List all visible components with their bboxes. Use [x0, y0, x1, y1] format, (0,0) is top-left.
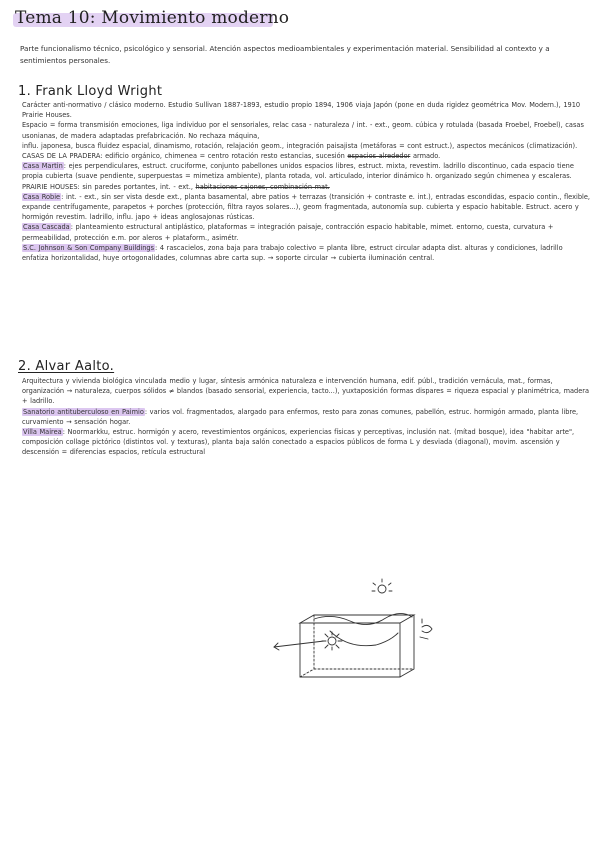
item-text: : varios vol. fragmentados, alargado para enfermos, resto para zonas comunes, pabellón, estruc. hormigón armado, planta libre, curvamiento → sensación hogar.	[22, 407, 579, 426]
list-item-paimio	[22, 407, 590, 427]
item-label: PRAIRIE HOUSES	[22, 182, 78, 191]
section-body-wright	[22, 100, 590, 263]
section-heading-text: 2. Alvar Aalto.	[18, 359, 115, 374]
item-label: Sanatorio antituberculoso en Paimio	[23, 407, 144, 416]
item-label: CASAS DE LA PRADERA	[22, 152, 101, 161]
item-text: : planteamiento estructural antiplástico, plataformas = integración paisaje, contracción espacio habitable, mimet. entorno, cuesta, curvatura + permeabilidad, protección e.m. por aleros + plataform., asimétr.	[22, 223, 554, 242]
item-text: : 4 rascacielos, zona baja para trabajo colectivo = planta libre, estruct circular adapta dist. alturas y condiciones, ladrillo enfatiza horizontalidad, huye ortogonalidades, columnas abre carta sup. → soporte circular → cubierta iluminación central.	[22, 243, 563, 263]
item-label: Casa Martin	[23, 162, 63, 171]
body-line: influ. japonesa, busca fluidez espacial, dinamismo, rotación, relajación geom., integración paisajista (metáforas = cont estruct.), aspectos mecánicos (climatización).	[22, 141, 578, 150]
body-line: Espacio = forma transmisión emociones, liga individuo por el sensoriales, relac casa - naturaleza / int. - ext., geom. cúbica y rotulada (basada Froebel, Froebel), casas usonianas, de madera adaptadas prefabricación. No rechaza máquina,	[22, 121, 584, 140]
section-heading-aalto	[18, 359, 114, 374]
item-label: Casa Robie	[23, 192, 61, 201]
item-strike: habitaciones cajones, combinación mat.	[195, 182, 330, 191]
body-line: Arquitectura y vivienda biológica vinculada medio y lugar, síntesis armónica naturaleza e intervención humana, edif. públ., tradición vernácula, mat., formas, organización → naturaleza, cuerpos sólidos ≠ blandos (basado sensorial, experiencia, tacto...), yuxtaposición formas dispares = riqueza espacial y planimétrica, madera + ladrillo.	[22, 377, 590, 406]
list-item-prairie-houses	[22, 182, 590, 192]
item-strike: espacios alrededor	[347, 152, 411, 161]
intro-paragraph: Parte funcionalismo técnico, psicológico y sensorial. Atención aspectos medioambientales y experimentación material. Sensibilidad al contexto y a sentimientos personales.	[20, 44, 550, 65]
item-text: : sin paredes portantes, int. - ext.,	[77, 182, 196, 191]
section-heading-wright	[18, 84, 162, 99]
list-item-casa-robie	[22, 192, 590, 223]
box-top	[300, 615, 414, 623]
item-text: : edificio orgánico, chimenea = centro rotación resto estancias, sucesión	[100, 152, 348, 161]
list-item-casa-martin	[22, 161, 590, 181]
page-title: Tema 10: Movimiento moderno	[15, 8, 290, 28]
item-label: Casa Cascada	[23, 223, 70, 232]
room-sketch-illustration	[272, 575, 447, 685]
item-label: Villa Mairea	[23, 428, 62, 437]
item-text: : ejes perpendiculares, estruct. cruciforme, conjunto pabellones unidos espacios libres, estruct. mixta, revestim. ladrillo discontinuo, cada espacio tiene propia cubierta (suave pendiente, superpuestas = mimetiza ambiente), planta rotada, vol. articulado, interior dinámico h. organizado según chimenea y escaleras.	[22, 162, 574, 181]
section-body-aalto	[22, 376, 590, 458]
body-line: Carácter anti-normativo / clásico moderno. Estudio Sullivan 1887-1893, estudio propio 1894, 1906 viaja Japón (pone en duda rigidez geométrica Mov. Modern.), 1910 Prairie Houses.	[22, 101, 581, 120]
list-item-casa-cascada	[22, 222, 590, 242]
item-text: : Noormarkku, estruc. hormigón y acero, revestimientos orgánicos, experiencias físicas y perceptivas, inclusión nat. (mítad bosque), idea "habitar arte", composición collage pictórico (distintos vol. y texturas), planta baja salón conectado a espacios públicos de forma L y desviada (diagonal), movim. ascensión y descensión = diferencias espacios, retícula estructural	[22, 428, 575, 457]
list-item-villa-mairea	[22, 427, 590, 458]
item-text: : int. - ext., sin ser vista desde ext., planta basamental, abre patios + terrazas (transición + contraste e. int.), entradas escondidas, espacio contin., flexible, expande centrífugamente, parapetos + porches (protección, filtra rayos solares...), geom fragmentada, autonomía sup. cubierta y espacio habitable. Estruct. acero y hormigón revestim. ladrillo, influ. japo + ideas anglosajonas rústicas.	[22, 192, 591, 222]
list-item-praderas	[22, 151, 590, 161]
sun-icon	[378, 585, 386, 593]
list-item-johnson	[22, 243, 590, 263]
section-heading-text: 1. Frank Lloyd Wright	[18, 84, 163, 99]
item-after: armado.	[410, 152, 441, 161]
item-label: S.C. Johnson & Son Company Buildings	[23, 243, 155, 252]
